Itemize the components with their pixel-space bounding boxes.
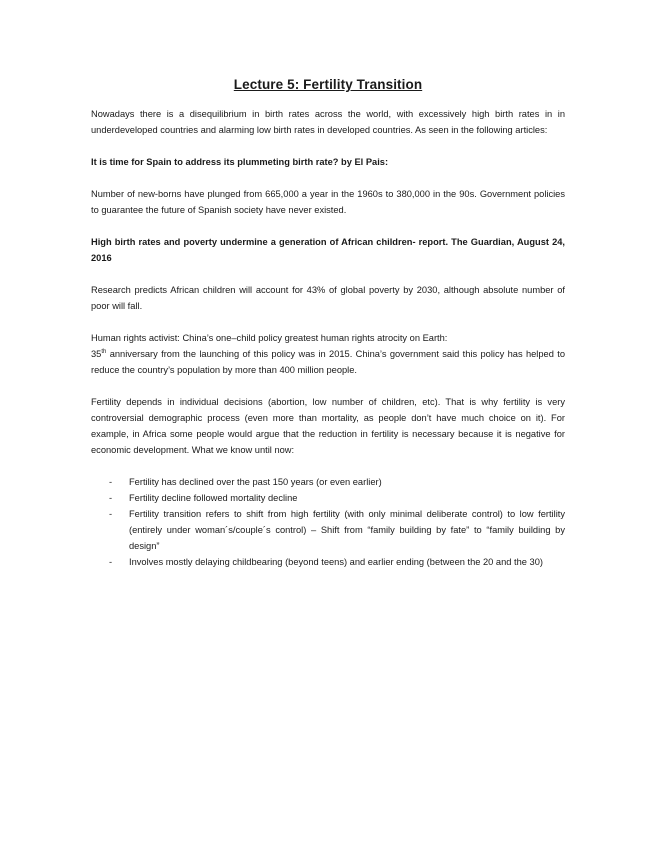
page-title: Lecture 5: Fertility Transition xyxy=(233,77,423,92)
ordinal-number: 35 xyxy=(91,349,102,359)
bullet-item xyxy=(91,474,565,490)
bullet-marker: - xyxy=(109,509,113,519)
intro-paragraph: Nowadays there is a disequilibrium in birth rates across the world, with excessively high birth rates in in underdeveloped countries and alarming low birth rates in developed countries. As seen in the following articles: xyxy=(91,109,565,135)
article1-body: Number of new-borns have plunged from 665,000 a year in the 1960s to 380,000 in the 90s. Government policies to guarantee the future of Spanish society have never existed. xyxy=(91,189,565,215)
bullet-text: Fertility transition refers to shift from high fertility (with only minimal deliberate control) to low fertility (entirely under woman´s/couple´s control) – Shift from “family building by fate” to “family building by design” xyxy=(129,509,565,551)
article2-body: Research predicts African children will account for 43% of global poverty by 2030, although absolute number of poor will fall. xyxy=(91,285,565,311)
article2-heading: High birth rates and poverty undermine a generation of African children- report. The Guardian, August 24, 2016 xyxy=(91,237,565,263)
bullet-marker: - xyxy=(109,493,113,503)
bullet-text: Fertility decline followed mortality decline xyxy=(129,493,298,503)
article3-heading: Human rights activist: China’s one–child policy greatest human rights atrocity on Earth: xyxy=(91,333,448,343)
bullet-marker: - xyxy=(109,557,113,567)
bullet-item xyxy=(91,506,565,554)
bullet-marker: - xyxy=(109,477,113,487)
ordinal-suffix: th xyxy=(101,348,107,355)
bullet-list xyxy=(91,474,565,570)
fertility-paragraph: Fertility depends in individual decisions (abortion, low number of children, etc). That is why fertility is very controversial demographic process (even more than mortality, as people don’t have much choice on it). For example, in Africa some people would argue that the reduction in fertility is necessary because it is negative for economic development. What we know until now: xyxy=(91,397,565,455)
article3-body-text: anniversary from the launching of this policy was in 2015. China’s government said this policy has helped to reduce the country’s population by more than 400 million people. xyxy=(91,349,565,375)
article3-body xyxy=(91,346,565,378)
bullet-text: Fertility has declined over the past 150 years (or even earlier) xyxy=(129,477,382,487)
article1-heading: It is time for Spain to address its plummeting birth rate? by El Pais: xyxy=(91,157,389,167)
bullet-item xyxy=(91,554,565,570)
bullet-item xyxy=(91,490,565,506)
bullet-text: Involves mostly delaying childbearing (beyond teens) and earlier ending (between the 20 and the 30) xyxy=(129,557,543,567)
document-page xyxy=(91,76,565,570)
